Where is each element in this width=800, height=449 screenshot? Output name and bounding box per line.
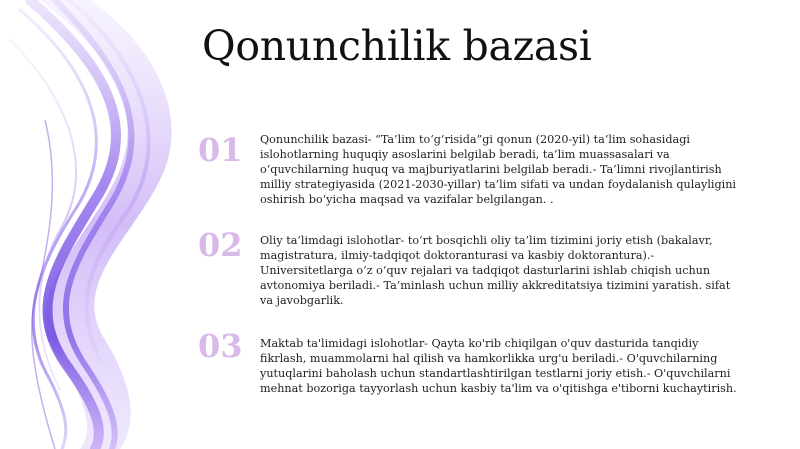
item-text: Maktab ta'limidagi islohotlar- Qayta ko'rib chiqilgan o'quv dasturida tanqidiy fikrlash, muammolarni hal qilish va hamkorlikka urg'u beriladi.- O'quvchilarning yutuqlarini baholash uchun standartlashtirilgan testlarni joriy etish.- O'quvchilarni mehnat bozoriga tayyorlash uchun kasbiy ta'lim va o'qitishga e'tiborni kuchaytirish. xyxy=(260,337,737,395)
list-item xyxy=(198,226,758,313)
item-text: Oliy ta’limdagi islohotlar- to‘rt bosqichli oliy ta’lim tizimini joriy etish (bakalavr, magistratura, ilmiy-tadqiqot doktoranturasi va kasbiy doktorantura).- Universitetlarga o‘z o‘quv rejalari va tadqiqot dasturlarini ishlab chiqish uchun avtonomiya beriladi.- Ta’minlash uchun milliy akkreditatsiya tizimini yaratish. sifat va javobgarlik. xyxy=(260,234,731,307)
item-number: 03 xyxy=(198,327,243,365)
decorative-ribbon xyxy=(0,0,200,449)
list-item xyxy=(198,132,758,212)
item-number: 02 xyxy=(198,226,243,264)
item-text: Qonunchilik bazasi- “Ta’lim to‘g‘risida”gi qonun (2020-yil) ta’lim sohasidagi islohotlarning huquqiy asoslarini belgilab beradi, ta’lim muassasalari va o‘quvchilarning huquq va majburiyatlarini belgilab beradi.- Ta’limni rivojlantirish milliy strategiyasida (2021-2030-yillar) ta’lim sifati va undan foydalanish qulayligini oshirish bo‘yicha maqsad va vazifalar belgilangan. . xyxy=(260,133,736,206)
item-number: 01 xyxy=(198,131,243,169)
list-item xyxy=(198,327,758,406)
page-title: Qonunchilik bazasi xyxy=(202,22,592,70)
